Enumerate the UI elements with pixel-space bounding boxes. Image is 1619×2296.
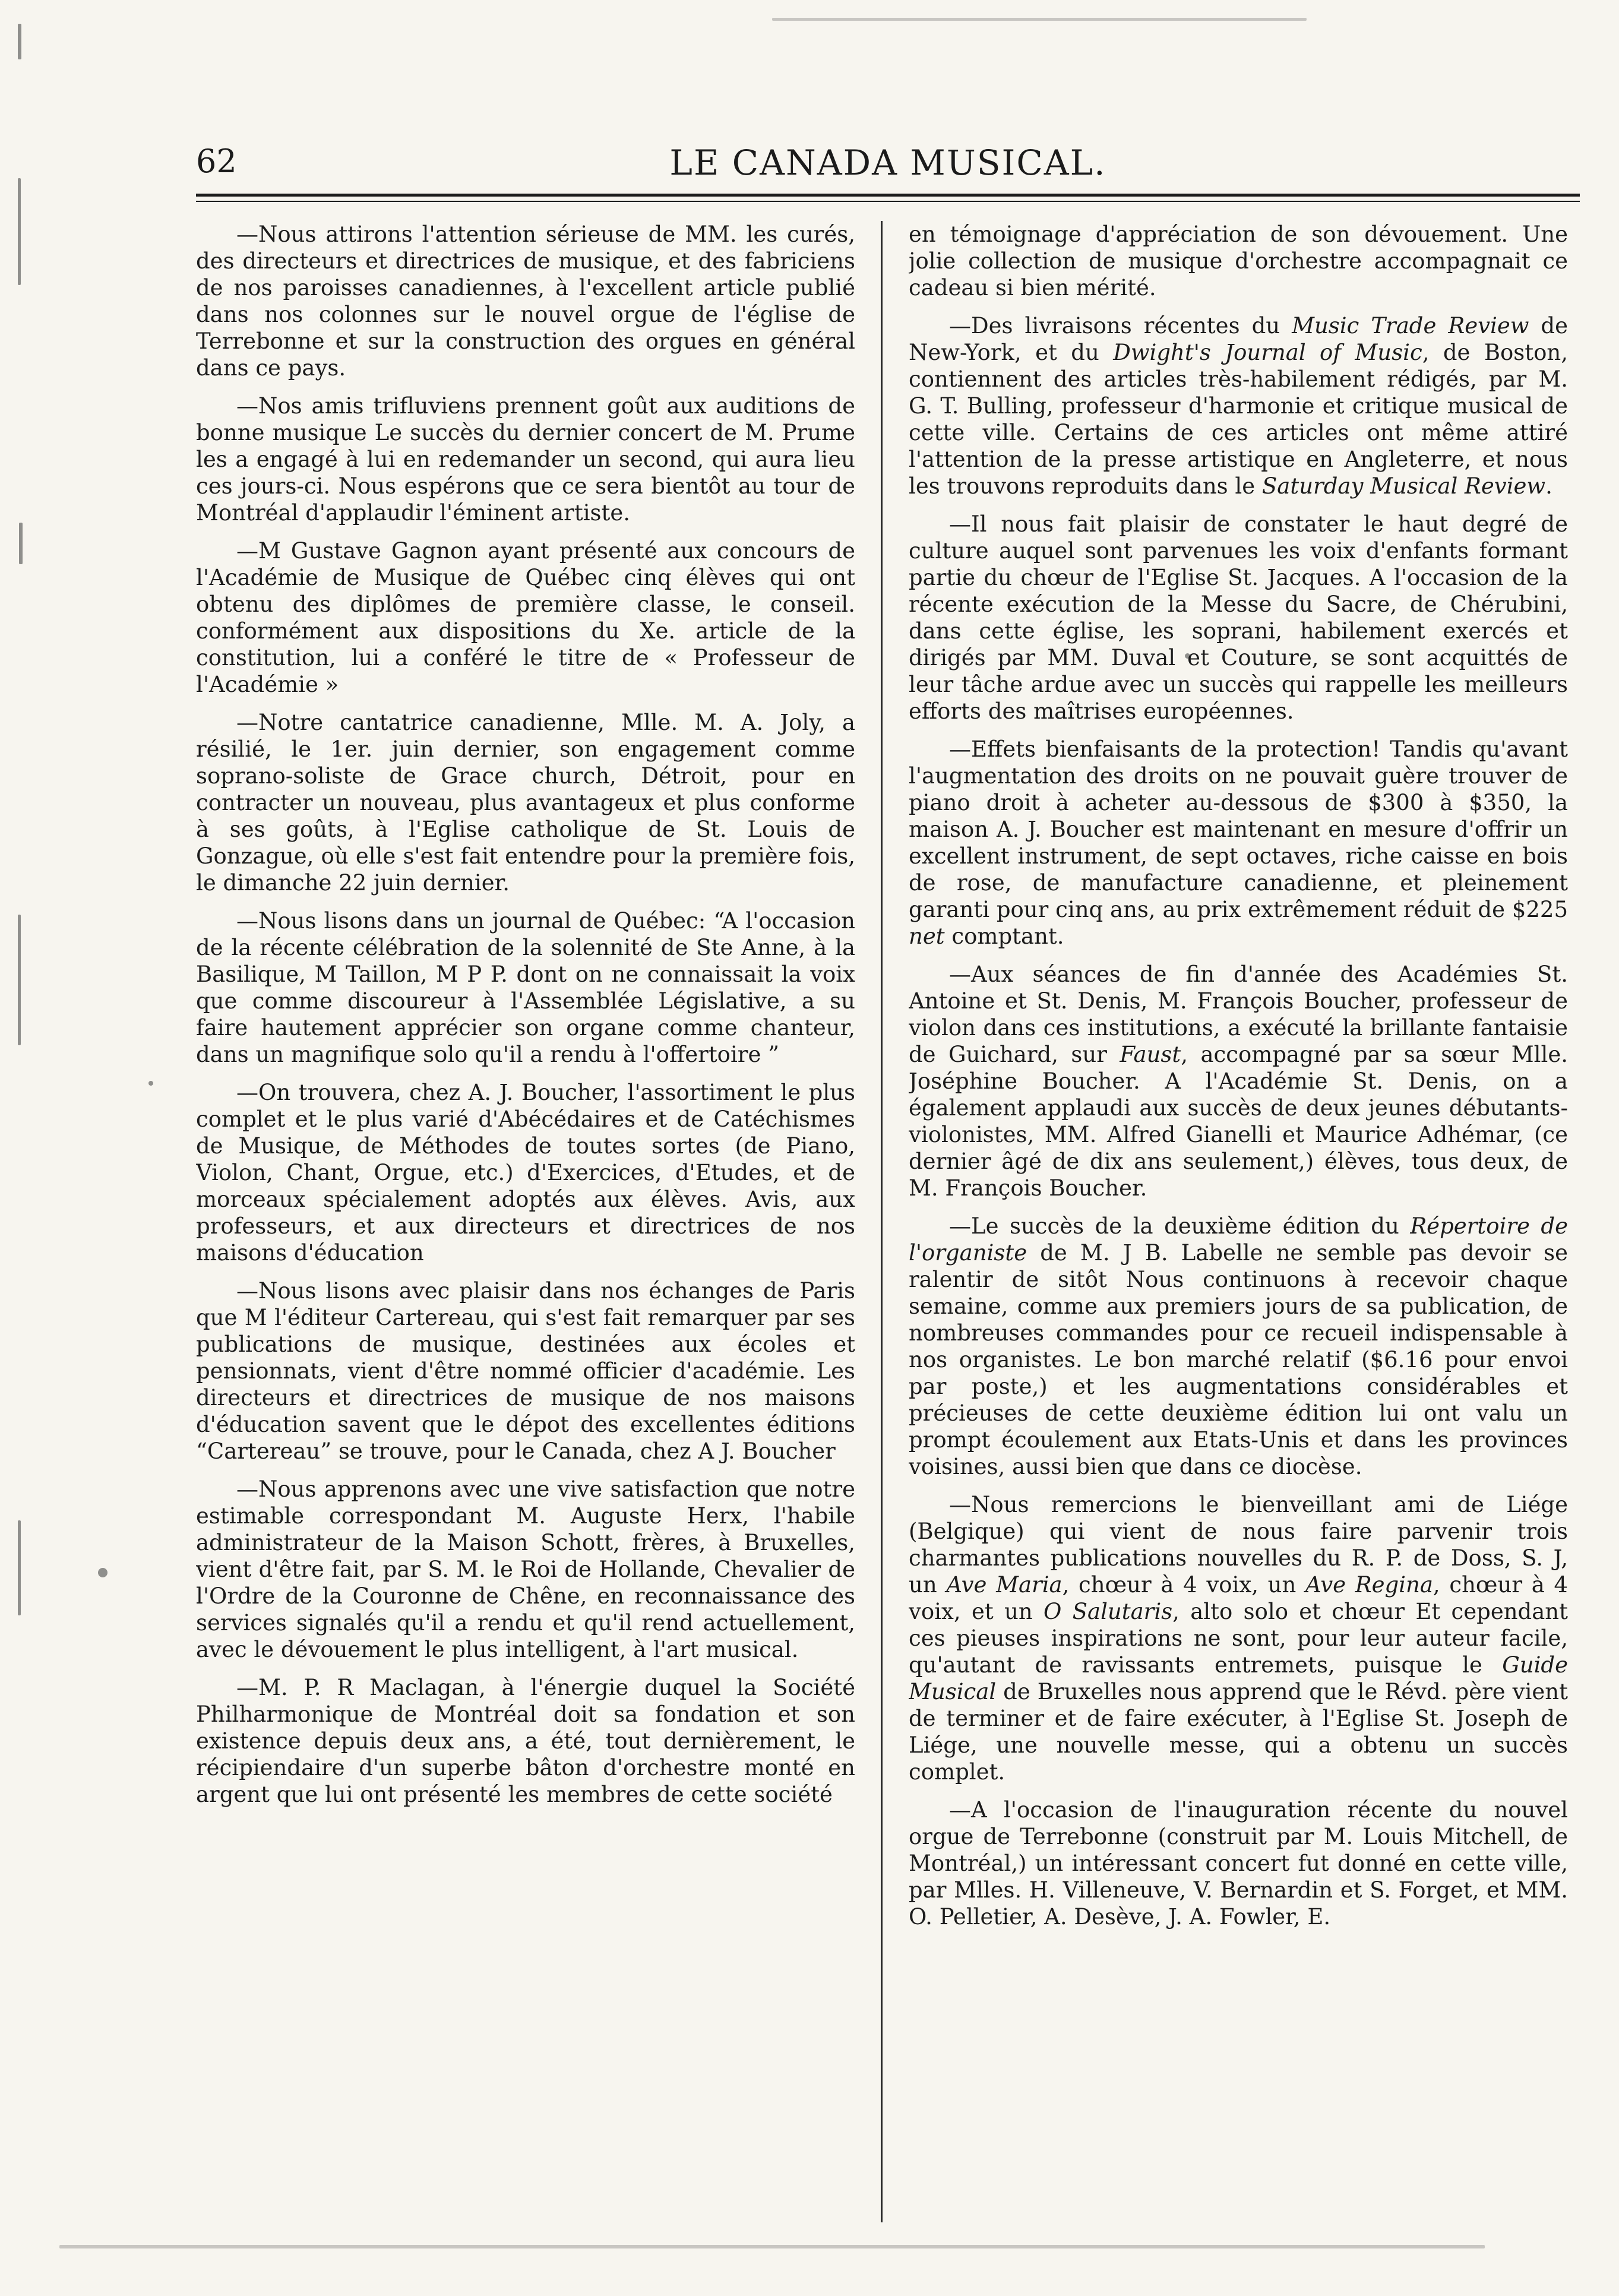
paragraph-text: —M Gustave Gagnon ayant présenté aux concours de l'Académie de Musique de Québec cinq élèves qui ont obtenu des diplômes de première classe, le conseil. conformément aux dispositions du Xe. article de la constitution, lui a conféré le titre de « Professeur de l'Académie » xyxy=(196,538,855,697)
paragraph-text: —Aux séances de fin d'année des Académies St. Antoine et St. Denis, M. François Boucher, professeur de violon dans ces institutions, a exécuté la brillante fantaisie de Guichard, sur xyxy=(909,962,1568,1067)
italic-title: Dwight's Journal of Music xyxy=(1113,340,1422,365)
paragraph-text: —Nous apprenons avec une vive satisfaction que notre estimable correspondant M. Auguste Herx, l'habile administrateur de la Maison Schott, frères, à Bruxelles, vient d'être fait, par S. M. le Roi de Hollande, Chevalier de l'Ordre de la Couronne de Chêne, en reconnaissance des services signalés qu'il a rendu et qu'il rend actuellement, avec le dévouement le plus intelligent, à l'art musical. xyxy=(196,1476,855,1662)
news-paragraph xyxy=(196,1476,855,1663)
news-paragraph xyxy=(196,1079,855,1266)
paragraph-text: . xyxy=(1545,473,1552,499)
italic-title: Ave Regina xyxy=(1305,1572,1433,1598)
news-paragraph xyxy=(909,1491,1568,1785)
news-paragraph xyxy=(196,393,855,526)
paragraph-text: —Nous lisons avec plaisir dans nos échanges de Paris que M l'éditeur Cartereau, qui s'est fait remarquer par ses publications de musique, destinées aux écoles et pensionnats, vient d'être nommé officier d'académie. Les directeurs et directrices de musique de nos maisons d'éducation savent que le dépot des excellentes éditions “Cartereau” se trouve, pour le Canada, chez A J. Boucher xyxy=(196,1278,855,1464)
paragraph-text: , chœur à 4 voix, et un xyxy=(909,1572,1568,1624)
paragraph-text: , alto solo et chœur Et cependant ces pieuses inspirations ne sont, pour leur auteur facile, qu'autant de ravissants entremets, puisque le xyxy=(909,1599,1568,1678)
italic-title: net xyxy=(909,924,945,949)
news-paragraph xyxy=(909,221,1568,301)
news-paragraph xyxy=(909,1797,1568,1930)
paragraph-text: —A l'occasion de l'inauguration récente du nouvel orgue de Terrebonne (construit par M. Louis Mitchell, de Montréal,) un intéressant concert fut donné en cette ville, par Mlles. H. Villeneuve, V. Bernardin et S. Forget, et MM. O. Pelletier, A. Desève, J. A. Fowler, E. xyxy=(909,1797,1568,1930)
news-paragraph xyxy=(196,221,855,381)
italic-title: Guide Musical xyxy=(909,1652,1568,1704)
paragraph-text: , chœur à 4 voix, un xyxy=(1062,1572,1306,1598)
paragraph-text: —Il nous fait plaisir de constater le haut degré de culture auquel sont parvenues les voix d'enfants formant partie du chœur de l'Eglise St. Jacques. A l'occasion de la récente exécution de la Messe du Sacre, de Chérubini, dans cette église, les soprani, habilement exercés et dirigés par MM. Duval et Couture, se sont acquittés de leur tâche ardue avec un succès qui rappelle les meilleurs efforts des maîtrises européennes. xyxy=(909,511,1568,724)
paragraph-text: —Effets bienfaisants de la protection! Tandis qu'avant l'augmentation des droits on ne pouvait guère trouver de piano droit à acheter au-dessous de $300 à $350, la maison A. J. Boucher est maintenant en mesure d'offrir un excellent instrument, de sept octaves, riche caisse en bois de rose, de manufacture canadienne, et pleinement garanti pour cinq ans, au prix extrêmement réduit de $225 xyxy=(909,736,1568,922)
header-rule-thin xyxy=(196,201,1580,202)
news-paragraph xyxy=(909,1213,1568,1480)
italic-title: Ave Maria xyxy=(946,1572,1063,1598)
paragraph-text: —Notre cantatrice canadienne, Mlle. M. A. Joly, a résilié, le 1er. juin dernier, son engagement comme soprano-soliste de Grace church, Détroit, pour en contracter un nouveau, plus avantageux et plus conforme à ses goûts, à l'Eglise catholique de St. Louis de Gonzague, où elle s'est fait entendre pour la première fois, le dimanche 22 juin dernier. xyxy=(196,710,855,896)
news-paragraph xyxy=(196,709,855,896)
paragraph-text: —Le succès de la deuxième édition du xyxy=(949,1213,1411,1239)
header-rule xyxy=(196,194,1580,197)
article-columns xyxy=(196,221,1580,2222)
paragraph-text: , de Boston, contiennent des articles très-habilement rédigés, par M. G. T. Bulling, professeur d'harmonie et critique musical de cette ville. Certains de ces articles ont même attiré l'attention de la presse artistique en Angleterre, et nous les trouvons reproduits dans le xyxy=(909,340,1568,499)
news-paragraph xyxy=(196,1277,855,1465)
paragraph-text: —Nous remercions le bienveillant ami de Liége (Belgique) qui vient de nous faire parvenir trois charmantes publications nouvelles du R. P. de Doss, S. J, un xyxy=(909,1492,1568,1598)
paragraph-text: , accompagné par sa sœur Mlle. Joséphine Boucher. A l'Académie St. Denis, on a également applaudi aux succès de deux jeunes débutants-violonistes, MM. Alfred Gianelli et Maurice Adhémar, (ce dernier âgé de dix ans seulement,) élèves, tous deux, de M. François Boucher. xyxy=(909,1042,1568,1201)
paragraph-text: —On trouvera, chez A. J. Boucher, l'assortiment le plus complet et le plus varié d'Abécédaires et de Catéchismes de Musique, de Méthodes de toutes sortes (de Piano, Violon, Chant, Orgue, etc.) d'Exercices, d'Etudes, et de morceaux spécialement adoptés aux élèves. Avis, aux professeurs, et aux directeurs et directrices de nos maisons d'éducation xyxy=(196,1080,855,1266)
column-divider xyxy=(881,221,883,2222)
italic-title: Music Trade Review xyxy=(1292,313,1529,339)
paragraph-text: —Nous attirons l'attention sérieuse de MM. les curés, des directeurs et directrices de musique, et des fabriciens de nos paroisses canadiennes, à l'excellent article publié dans nos colonnes sur le nouvel orgue de l'église de Terrebonne et sur la construction des orgues en général dans ce pays. xyxy=(196,222,855,381)
paragraph-text: —Nos amis trifluviens prennent goût aux auditions de bonne musique Le succès du dernier concert de M. Prume les a engagé à lui en redemander un second, qui aura lieu ces jours-ci. Nous espérons que ce sera bientôt au tour de Montréal d'applaudir l'éminent artiste. xyxy=(196,393,855,526)
italic-title: Répertoire de l'organiste xyxy=(909,1213,1568,1266)
paragraph-text: en témoignage d'appréciation de son dévouement. Une jolie collection de musique d'orchestre accompagnait ce cadeau si bien mérité. xyxy=(909,222,1568,301)
paragraph-text: de M. J B. Labelle ne semble pas devoir se ralentir de sitôt Nous continuons à recevoir chaque semaine, comme aux premiers jours de sa publication, de nombreuses commandes pour ce recueil indispensable à nos organistes. Le bon marché relatif ($6.16 pour envoi par poste,) et les augmentations considérables et précieuses de cette deuxième édition lui ont valu un prompt écoulement aux Etats-Unis et dans les provinces voisines, aussi bien que dans ce diocèse. xyxy=(909,1240,1568,1479)
left-column xyxy=(196,221,855,2222)
page-header xyxy=(196,138,1580,185)
journal-title: LE CANADA MUSICAL. xyxy=(669,143,1106,183)
news-paragraph xyxy=(196,907,855,1068)
paragraph-text: de New-York, et du xyxy=(909,313,1568,365)
paragraph-text: de Bruxelles nous apprend que le Révd. père vient de terminer et de faire exécuter, à l'Eglise St. Joseph de Liége, une nouvelle messe, qui a obtenu un succès complet. xyxy=(909,1679,1568,1785)
italic-title: O Salutaris xyxy=(1044,1599,1173,1624)
paragraph-text: comptant. xyxy=(944,924,1064,949)
news-paragraph xyxy=(909,312,1568,499)
page-number: 62 xyxy=(196,143,237,180)
news-paragraph xyxy=(909,961,1568,1201)
paragraph-text: —Des livraisons récentes du xyxy=(949,313,1292,339)
paragraph-text: —Nous lisons dans un journal de Québec: “A l'occasion de la récente célébration de la solennité de Ste Anne, à la Basilique, M Taillon, M P P. dont on ne connaissait la voix que comme discoureur à l'Assemblée Législative, a su faire hautement apprécier son organe comme chanteur, dans un magnifique solo qu'il a rendu à l'offertoire ” xyxy=(196,908,855,1067)
italic-title: Faust xyxy=(1120,1042,1181,1067)
news-paragraph xyxy=(909,511,1568,725)
news-paragraph xyxy=(909,736,1568,950)
news-paragraph xyxy=(196,1674,855,1808)
news-paragraph xyxy=(196,537,855,698)
right-column xyxy=(909,221,1568,2222)
italic-title: Saturday Musical Review xyxy=(1261,473,1546,499)
paragraph-text: —M. P. R Maclagan, à l'énergie duquel la Société Philharmonique de Montréal doit sa fondation et son existence depuis deux ans, a été, tout dernièrement, le récipiendaire d'un superbe bâton d'orchestre monté en argent que lui ont présenté les membres de cette société xyxy=(196,1675,855,1807)
